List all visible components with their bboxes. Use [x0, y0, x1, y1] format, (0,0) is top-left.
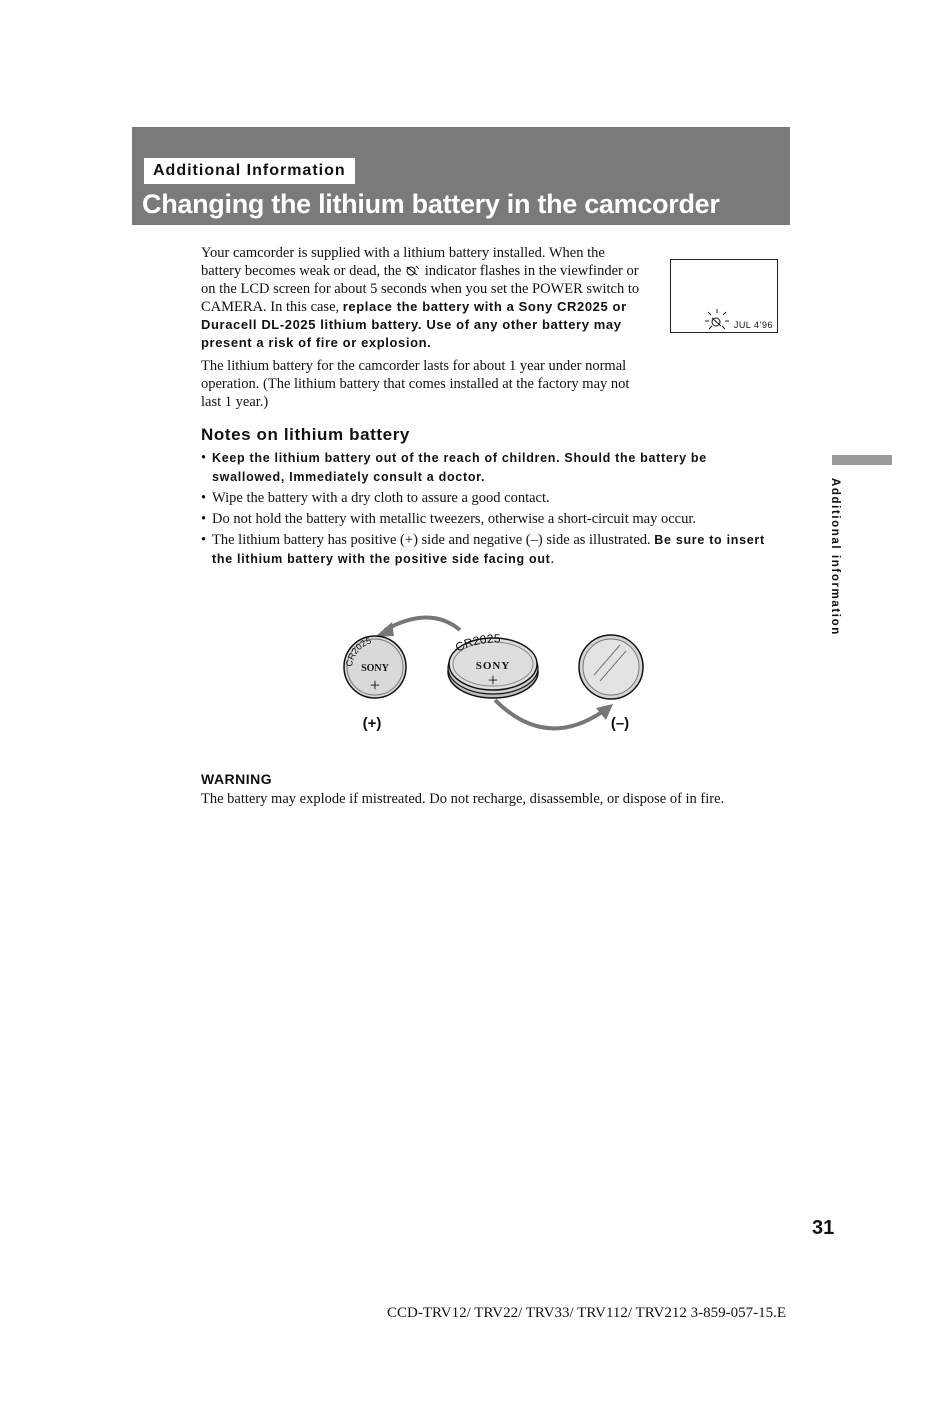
warning-heading: WARNING	[201, 771, 273, 787]
plus-sign-left: +	[369, 675, 381, 695]
plus-sign-middle: +	[487, 670, 499, 690]
list-item	[201, 510, 776, 529]
arrow-top	[385, 618, 460, 631]
list-item	[201, 449, 776, 487]
intro-paragraph	[201, 244, 646, 352]
arrow-bottom	[495, 700, 602, 728]
bullet-icon: •	[201, 450, 207, 466]
flashing-battery-icon	[703, 308, 731, 332]
list-item	[201, 531, 776, 569]
battery-model-middle-text: CR2025	[453, 631, 501, 655]
list-item	[201, 489, 776, 508]
note-wipe: Wipe the battery with a dry cloth to assure a good contact.	[212, 490, 550, 506]
brand-left: SONY	[361, 663, 389, 674]
warning-text: The battery may explode if mistreated. Do not recharge, disassemble, or dispose of in fire.	[201, 791, 725, 807]
lithium-battery-warning-icon	[405, 264, 421, 276]
battery-illustration	[330, 600, 660, 740]
arrowhead-top	[375, 622, 394, 637]
header-band	[132, 127, 790, 225]
battery-positive-side	[344, 635, 406, 698]
intro-text-2: indicator flashes in the viewfinder or on the LCD screen for about 5 seconds when you set the POWER switch to CAMERA. In this case,	[201, 263, 640, 315]
footer-model-number: CCD-TRV12/ TRV22/ TRV33/ TRV112/ TRV212 3-859-057-15.E	[387, 1305, 787, 1321]
note-children-warning: Keep the lithium battery out of the reach of children. Should the battery be swallowed, Immediately consult a doctor.	[212, 451, 707, 484]
page-number: 31	[812, 1217, 835, 1239]
battery-negative-side	[579, 635, 643, 699]
negative-label: (–)	[610, 715, 630, 732]
bullet-icon: •	[201, 511, 207, 527]
bullet-icon: •	[201, 532, 207, 548]
side-tab-label: Additional information	[829, 478, 841, 636]
battery-model-left-text: CR2025	[343, 635, 373, 668]
lcd-date: JUL 4’96	[733, 320, 773, 330]
section-label: Additional Information	[144, 158, 355, 184]
bullet-icon: •	[201, 490, 207, 506]
side-tab-marker	[832, 455, 892, 465]
intro-warning-bold: replace the battery with a Sony CR2025 or Duracell DL-2025 lithium battery. Use of any other battery may present a risk of fire or explosion.	[201, 299, 627, 350]
positive-label: (+)	[362, 715, 382, 732]
note-polarity-bold: Be sure to insert the lithium battery with the positive side facing out	[212, 533, 765, 566]
note-tweezers: Do not hold the battery with metallic tweezers, otherwise a short-circuit may occur.	[212, 511, 696, 527]
page-title: Changing the lithium battery in the camcorder	[142, 189, 720, 219]
note-polarity-end: .	[550, 551, 555, 567]
battery-tilted	[448, 631, 538, 698]
lcd-display-illustration	[670, 259, 778, 333]
intro-text-1: Your camcorder is supplied with a lithium battery installed. When the battery becomes weak or dead, the	[201, 245, 605, 279]
note-polarity: The lithium battery has positive (+) side and negative (–) side as illustrated.	[212, 532, 651, 548]
notes-list	[201, 449, 776, 571]
notes-heading: Notes on lithium battery	[201, 425, 410, 444]
battery-life-paragraph: The lithium battery for the camcorder lasts for about 1 year under normal operation. (The lithium battery that comes installed at the factory may not last 1 year.)	[201, 358, 630, 410]
brand-middle: SONY	[475, 660, 511, 672]
